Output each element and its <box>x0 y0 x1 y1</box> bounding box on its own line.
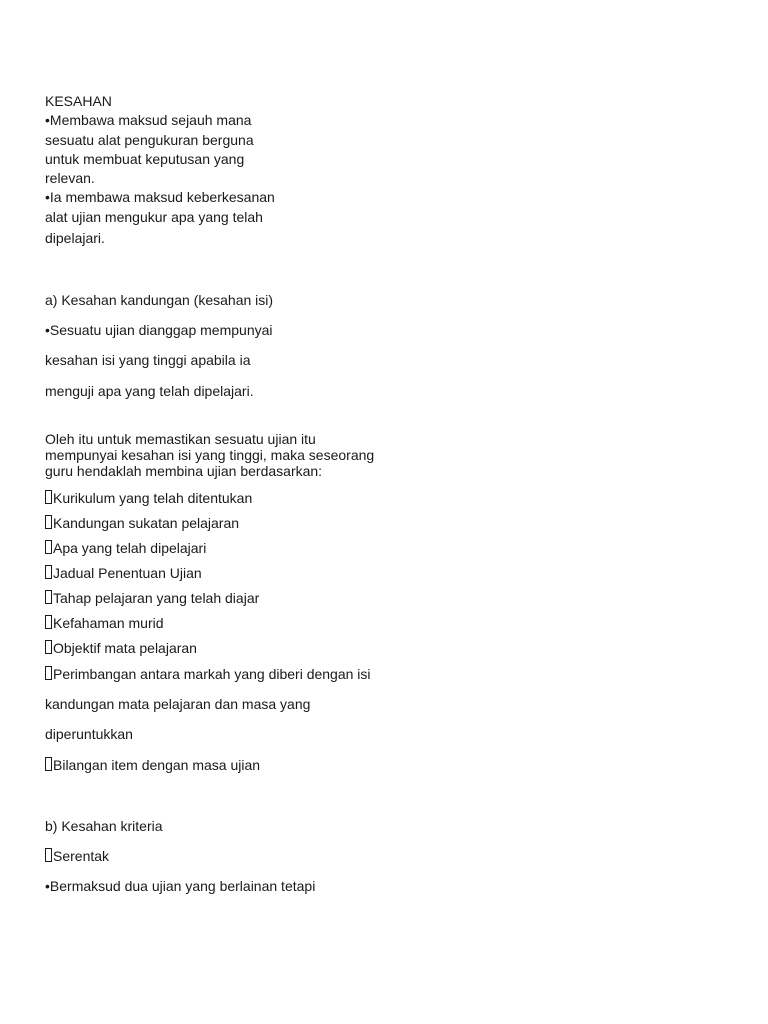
section-b-line: •Bermaksud dua ujian yang berlainan tetapi <box>45 878 316 894</box>
missing-glyph-box-icon <box>45 590 52 604</box>
checklist-item-label: Tahap pelajaran yang telah diajar <box>53 590 260 606</box>
document-heading: KESAHAN <box>45 93 112 109</box>
section-a-title: a) Kesahan kandungan (kesahan isi) <box>45 292 274 308</box>
intro-line: sesuatu alat pengukuran berguna <box>45 132 254 148</box>
paragraph-line: Oleh itu untuk memastikan sesuatu ujian itu <box>45 431 316 447</box>
missing-glyph-box-icon <box>45 640 52 654</box>
section-a-line: kesahan isi yang tinggi apabila ia <box>45 352 251 368</box>
paragraph-line: guru hendaklah membina ujian berdasarkan: <box>45 463 323 479</box>
intro-line: alat ujian mengukur apa yang telah <box>45 209 263 225</box>
intro-line: relevan. <box>45 170 95 186</box>
section-a-line: •Sesuatu ujian dianggap mempunyai <box>45 322 273 338</box>
checklist-item-label: Bilangan item dengan masa ujian <box>53 757 261 773</box>
continuation-line: kandungan mata pelajaran dan masa yang <box>45 696 311 712</box>
missing-glyph-box-icon <box>45 666 52 680</box>
checklist-item-label: Perimbangan antara markah yang diberi dengan isi <box>53 666 371 682</box>
checklist-item <box>45 589 259 607</box>
continuation-line: diperuntukkan <box>45 726 133 742</box>
checklist-item <box>45 639 197 657</box>
missing-glyph-box-icon <box>45 515 52 529</box>
checklist-item <box>45 756 260 774</box>
checklist-item <box>45 614 164 632</box>
checklist-item-label: Kurikulum yang telah ditentukan <box>53 490 253 506</box>
checklist-item-label: Kefahaman murid <box>53 615 164 631</box>
checklist-item-label: Jadual Penentuan Ujian <box>53 565 202 581</box>
checklist-item <box>45 564 202 582</box>
checklist-item <box>45 665 371 683</box>
missing-glyph-box-icon <box>45 540 52 554</box>
intro-line: dipelajari. <box>45 230 105 246</box>
missing-glyph-box-icon <box>45 490 52 504</box>
checklist-item-label: Kandungan sukatan pelajaran <box>53 515 240 531</box>
intro-line: •Ia membawa maksud keberkesanan <box>45 189 275 205</box>
checklist-item-label: Objektif mata pelajaran <box>53 640 197 656</box>
checklist-item <box>45 489 252 507</box>
checklist-item <box>45 514 239 532</box>
intro-line: •Membawa maksud sejauh mana <box>45 112 252 128</box>
paragraph-line: mempunyai kesahan isi yang tinggi, maka seseorang <box>45 447 375 463</box>
intro-line: untuk membuat keputusan yang <box>45 151 245 167</box>
missing-glyph-box-icon <box>45 615 52 629</box>
section-a-line: menguji apa yang telah dipelajari. <box>45 383 254 399</box>
checklist-item-label: Serentak <box>53 848 110 864</box>
missing-glyph-box-icon <box>45 848 52 862</box>
missing-glyph-box-icon <box>45 757 52 771</box>
checklist-item-label: Apa yang telah dipelajari <box>53 540 207 556</box>
missing-glyph-box-icon <box>45 565 52 579</box>
checklist-item <box>45 539 206 557</box>
section-b-title: b) Kesahan kriteria <box>45 818 163 834</box>
checklist-item <box>45 847 109 865</box>
